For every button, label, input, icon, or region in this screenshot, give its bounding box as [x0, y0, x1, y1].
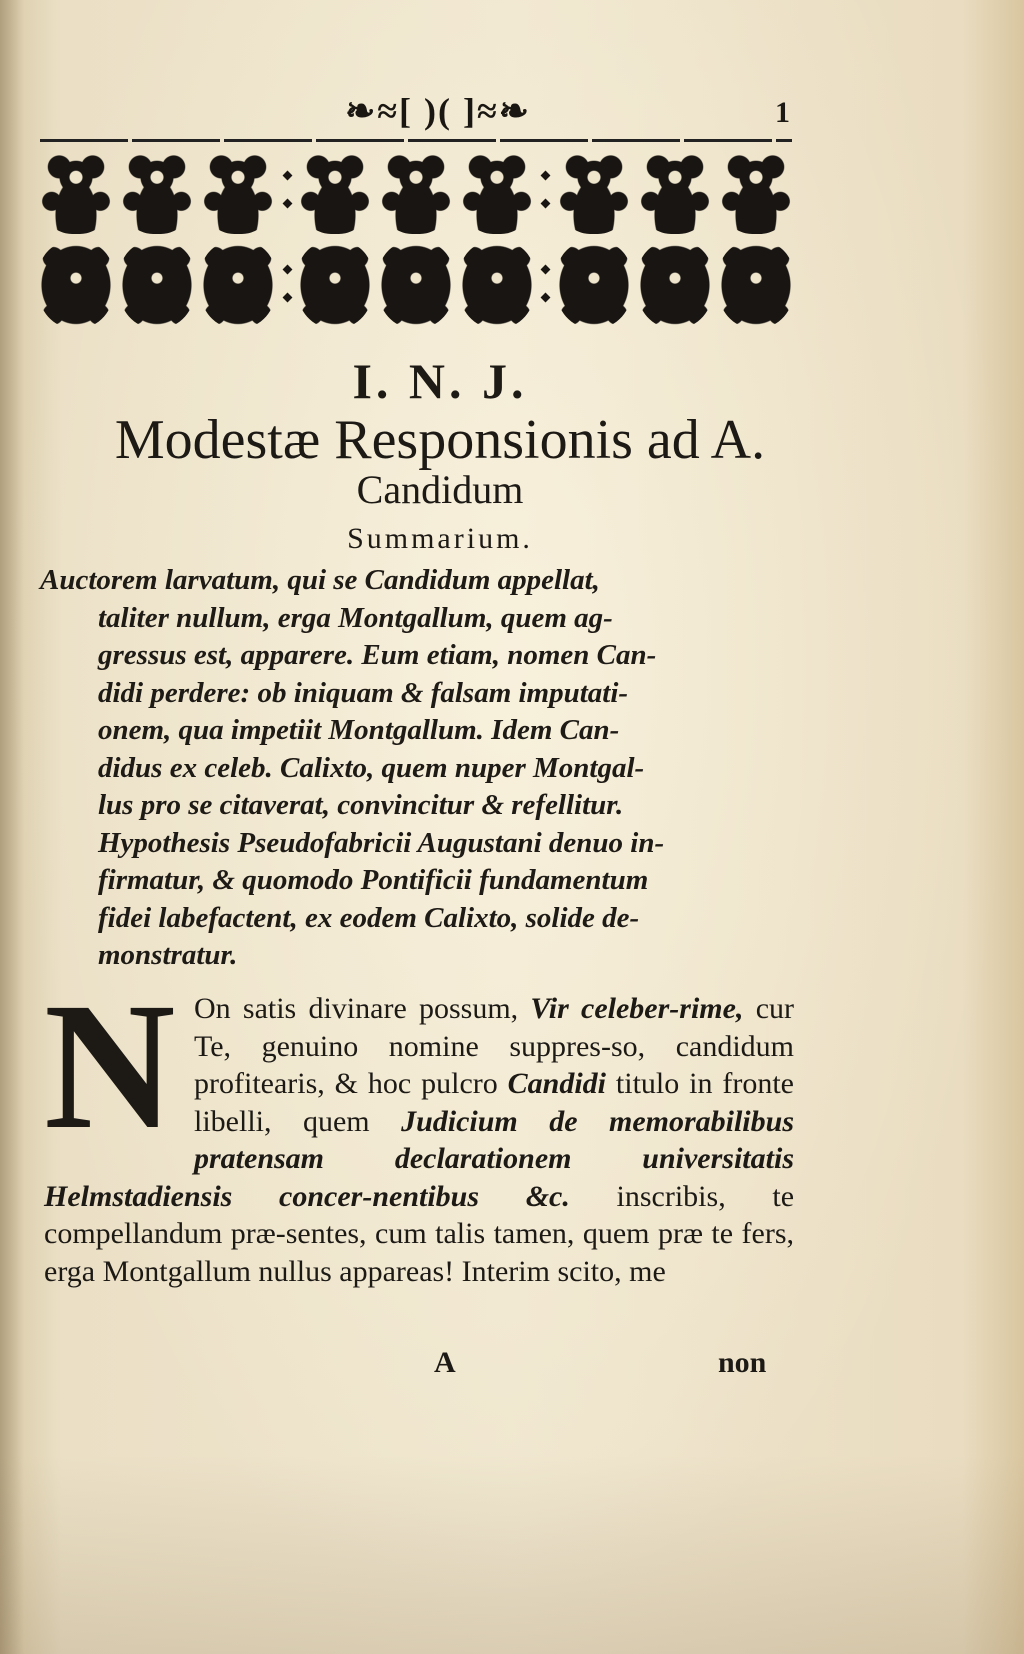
flower-ornament-icon — [556, 242, 632, 328]
page-footer — [0, 1346, 1024, 1386]
flower-ornament-icon — [378, 242, 454, 328]
body-italic: Candidi — [507, 1067, 607, 1100]
head-rule — [40, 139, 792, 142]
summary-line: didus ex celeb. Calixto, quem nuper Montgal- — [98, 751, 645, 784]
head-ornament: ❧≈[ )( ]≈❧ — [345, 91, 531, 131]
flower-ornament-icon — [119, 148, 195, 234]
body-text: inscribis, te compellandum præ-sentes, cum talis tamen, quem præ te fers, erga Montgallum nullus appareas! Interim scito, me — [44, 1179, 795, 1288]
summary-heading: Summarium. — [347, 522, 533, 555]
folio-number: 1 — [775, 96, 790, 129]
flower-ornament-icon — [718, 148, 794, 234]
summary-paragraph — [40, 562, 794, 975]
flower-ornament-icon — [459, 148, 535, 234]
summary-line: Auctorem larvatum, qui se Candidum appellat, — [40, 564, 600, 596]
drop-cap: N — [44, 966, 176, 1167]
ornament-row-bottom — [38, 242, 794, 330]
summary-line: monstratur. — [98, 939, 238, 971]
summary-line: didi perdere: ob iniquam & falsam imputati- — [98, 676, 629, 709]
flower-ornament-icon — [38, 148, 114, 234]
title-abbreviation: I. N. J. — [352, 353, 528, 409]
ornament-row-top — [38, 148, 794, 236]
summary-line: lus pro se citaverat, convincitur & refellitur. — [98, 789, 624, 821]
diamond-separator-icon — [540, 242, 550, 328]
body-paragraph — [44, 966, 795, 1290]
summary-line: fidei labefactent, ex eodem Calixto, solide de- — [98, 901, 640, 934]
catchword: non — [718, 1346, 767, 1379]
flower-ornament-icon — [637, 148, 713, 234]
flower-ornament-icon — [718, 242, 794, 328]
signature-mark: A — [434, 1346, 456, 1379]
title-main: Modestæ Responsionis ad A. — [114, 409, 766, 471]
flower-ornament-icon — [459, 242, 535, 328]
summary-line: taliter nullum, erga Montgallum, quem ag- — [98, 601, 613, 634]
flower-ornament-icon — [637, 242, 713, 328]
flower-ornament-icon — [200, 242, 276, 328]
diamond-separator-icon — [282, 148, 292, 234]
flower-ornament-icon — [297, 242, 373, 328]
flower-ornament-icon — [556, 148, 632, 234]
flower-ornament-icon — [378, 148, 454, 234]
summary-line: gressus est, apparere. Eum etiam, nomen Can- — [98, 639, 657, 671]
flower-ornament-icon — [119, 242, 195, 328]
summary-line: Hypothesis Pseudofabricii Augustani denuo in- — [98, 826, 665, 859]
body-text: titulo in fronte libelli, quem — [194, 1067, 794, 1138]
body-text: cur Te, genuino nomine suppres-so, candidum profitearis, & hoc pulcro — [194, 992, 794, 1100]
body-italic: Judicium de memorabilibus pratensam declarationem universitatis Helmstadiensis concer-nentibus &c. — [44, 1104, 795, 1213]
running-head — [40, 90, 792, 142]
ornament-band — [38, 148, 794, 330]
diamond-separator-icon — [282, 242, 292, 328]
summary-line: onem, qua impetiit Montgallum. Idem Can- — [98, 714, 620, 746]
page-stain — [0, 1454, 1024, 1654]
flower-ornament-icon — [200, 148, 276, 234]
body-italic: Vir celeber-rime, — [530, 992, 744, 1025]
body-text: On satis divinare possum, — [194, 992, 531, 1025]
title-sub: Candidum — [356, 467, 524, 512]
page-edge-shadow — [0, 0, 24, 1654]
flower-ornament-icon — [38, 242, 114, 328]
diamond-separator-icon — [540, 148, 550, 234]
summary-line: firmatur, & quomodo Pontificii fundamentum — [98, 864, 649, 896]
flower-ornament-icon — [297, 148, 373, 234]
